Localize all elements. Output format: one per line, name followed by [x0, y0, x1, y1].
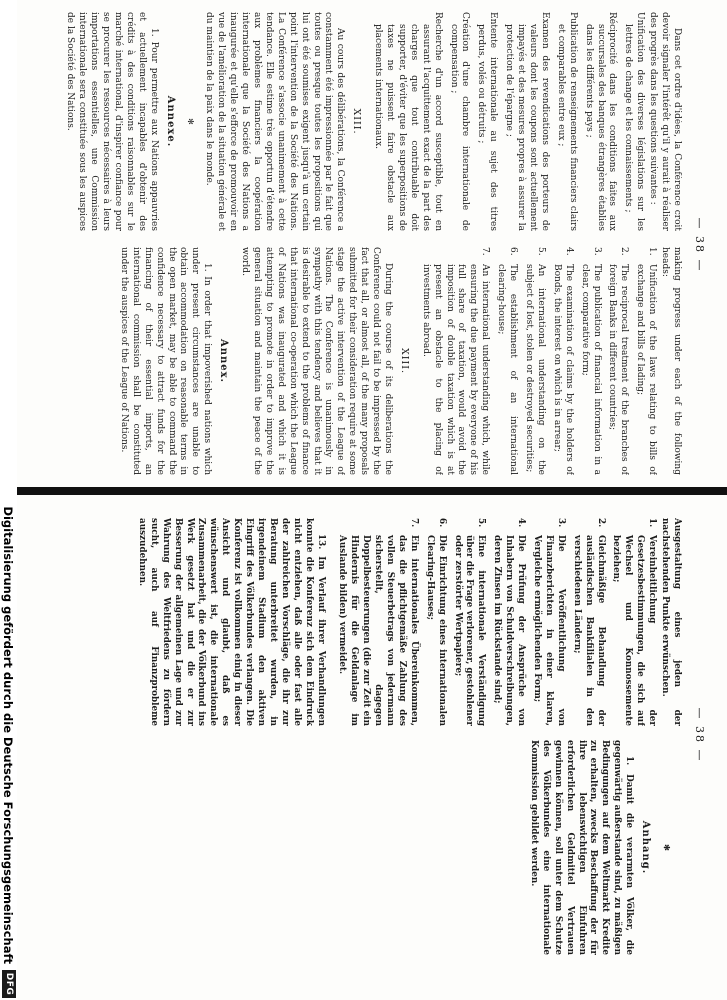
- list-item: 5.Eine internationale Verständigung über die Frage verlorener, gestohlener oder zerstörter Wertpapiere;: [452, 518, 487, 726]
- list-item: Unification des diverses législations sur les lettres de change et les connaissements ;: [623, 12, 646, 231]
- list-item: 4.The examination of claims by the holders of Bonds, the interest on which is in arrear;: [551, 247, 574, 475]
- german-annex-column: [30, 740, 682, 955]
- annex-paragraph: 1. In order that impoverished nations which under present circumstances are unable to obtain accommodation on reasonable terms in the open market, may be able to command the confidence necessary to attract funds for the financing of their essential imports, an international commission shall be constituted under the auspices of the League of Nations.: [118, 247, 213, 475]
- annex-heading: Annexe.: [164, 95, 176, 148]
- list-item: 4.Die Prüfung der Ansprüche von Inhabern von Schuldverschreibungen, deren Zinsen im Rückstande sind;: [492, 518, 527, 726]
- french-list: [371, 12, 645, 231]
- left-page: [0, 0, 727, 490]
- list-item: 7.Ein internationales Übereinkommen, das die pflichtgemäße Zahlung des vollen Steuerbetrags von jedermann sicherstellt, dagegen Doppelbesteuerungen (die zur Zeit ein Hindernis für die Geldanlage im Auslande bilden) vermeidet.: [337, 518, 419, 726]
- annex-paragraph: 1. Pour permettre aux Nations appauvries et actuellement incapables d'obtenir des crédits à des conditions raisonnables sur le marché international, d'inspirer confiance pour se procurer les ressources nécessaires à leurs importations essentielles, une Commission internationale sera constituée sous les auspices de la Société des Nations.: [65, 12, 159, 231]
- list-item: 7.An international understanding which, while ensuring the due payment by everyone of his full share of taxation, would avoid the imposition of double taxation which is at present an obstacle to the placing of investments abroad.: [420, 247, 491, 475]
- annex-paragraph: 1. Damit die verarmten Völker, die gegenwärtig außerstande sind, zu mäßigen Bedingungen auf dem Weltmarkt Kredite zu erhalten, zwecks Beschaffung der für ihre lebenswichtigen Einfuhren erforderlichen Geldmittel Vertrauen gewinnen können, soll unter dem Schutze des Völkerbundes eine internationale Kommission gebildet werden.: [528, 740, 635, 955]
- dfg-logo: DFG: [2, 970, 16, 998]
- list-item: 2.The reciprocal treatment of the branches of foreign Banks in different countries;: [607, 247, 630, 475]
- page-number: — 38 —: [693, 707, 706, 763]
- german-intro: Ausgestaltung eines jeden der nachstehenden Punkte erwünschen.: [660, 518, 682, 726]
- list-item: Examen des revendications des porteurs de valeurs dont les coupons sont actuellement impayés et des mesures propres à assurer la protection de l'épargne ;: [504, 12, 550, 231]
- list-item: Entente internationale au sujet des titres perdus, volés ou détruits ;: [476, 12, 499, 231]
- list-item: Réciprocité dans les conditions faites aux succursales des banques étrangères établies dans les différents pays ;: [583, 12, 618, 231]
- english-list: [419, 247, 657, 475]
- digitization-credit-bar: [0, 0, 17, 1000]
- english-intro: making progress under each of the following heads:: [660, 247, 682, 475]
- separator-star: ✻: [186, 118, 196, 125]
- section-paragraph: Au cours des délibérations, la Conférence a constamment été impressionnée par le fait que toutes ou presque toutes les propositions qui lui ont été soumises exigent jusqu'à un certain point l'intervention de la Société des Nations. La Conférence s'associe unanimement à cette tendance. Elle estime très opportun d'étendre aux problèmes financiers la coopération internationale que la Société des Nations a inaugurée et qu'elle s'efforce de promouvoir en vue de l'amélioration de la situation générale et du maintien de la paix dans le monde.: [204, 12, 346, 231]
- french-intro: Dans cet ordre d'idées, la Conférence croit devoir signaler l'intérêt qu'il y aurait à réaliser des progrès dans les questions suivantes :: [648, 12, 682, 231]
- list-item: 5.An international understanding on the subject of lost, stolen or destroyed securities;: [524, 247, 546, 475]
- english-column: [30, 247, 682, 475]
- section-heading: XIII.: [398, 347, 410, 375]
- list-item: Recherche d'un accord susceptible, tout en assurant l'acquittement exact de la part des charges que tout contribuable doit supporter, d'éviter que les superpositions de taxes ne puissent faire obstacle aux placements internationaux.: [373, 12, 443, 231]
- separator-star: ✻: [662, 844, 672, 851]
- dfg-credit-text: Digitalisierung gefördert durch die Deutsche Forschungsgemeinschaft: [1, 506, 15, 964]
- list-item: 3.The publication of financial information in a clear, comparative form;: [579, 247, 602, 475]
- list-item: 3.Die Veröffentlichung von Finanzberichten in einer klaren, Vergleiche ermöglichenden Form;: [532, 518, 566, 726]
- right-page: [0, 500, 727, 970]
- list-item: 6.Die Einrichtung eines internationalen Clearing-Hauses;: [424, 518, 447, 726]
- annex-heading: Annex.: [218, 338, 230, 384]
- list-item: 2.Gleichmäßige Behandlung der ausländischen Bankfilialen in den verschiedenen Ländern;: [571, 518, 606, 726]
- list-item: 1.Vereinheitlichung der Gesetzesbestimmungen, die sich auf Wechsel und Konnossemente beziehen;: [611, 518, 658, 726]
- page-number: — 38 —: [693, 217, 706, 273]
- list-item: Création d'une chambre internationale de compensation ;: [448, 12, 471, 231]
- annex-heading: Anhang.: [640, 820, 652, 875]
- list-item: 1.Unification of the laws relating to bills of exchange and bills of lading;: [635, 247, 658, 475]
- section-heading: XIII.: [351, 108, 363, 135]
- section-paragraph: 13. Im Verlauf ihrer Verhandlungen konnte die Konferenz sich dem Eindruck nicht entziehen, daß alle oder fast alle der zahlreichen Vorschläge, die ihr zur Beratung unterbreitet wurden, in irgendeinem Stadium den aktiven Eingriff des Völkerbundes verlangen. Die Konferenz ist vollkommen einig in dieser Ansicht und glaubt, daß es wünschenswert ist, die internationale Zusammenarbeit, die der Völkerbund ins Werk gesetzt hat und die er zur Besserung der allgemeinen Lage und zur Wahrung des Weltfriedens zu fördern sucht, auch auf Finanzprobleme auszudehnen.: [136, 518, 326, 726]
- german-column: [30, 518, 682, 726]
- section-paragraph: During the course of its deliberations the Conference could not fail to be impressed by the fact that all, or almost all, of the many proposals submitted for their consideration require at some stage the active intervention of the League of Nations. The Conference is unanimously in sympathy with this tendency and believes that it is desirable to extend to the problems of finance that international co-operation which the League of Nations was inaugurated and which it is attempting to promote in order to improve the general situation and maintain the peace of the world.: [240, 247, 393, 475]
- german-list: [336, 518, 658, 726]
- french-column: [30, 12, 682, 231]
- list-item: Publication de renseignements financiers clairs et comparables entre eux ;: [555, 12, 578, 231]
- page-gutter: [0, 487, 727, 495]
- list-item: 6.The establishment of an international clearing-house;: [496, 247, 519, 475]
